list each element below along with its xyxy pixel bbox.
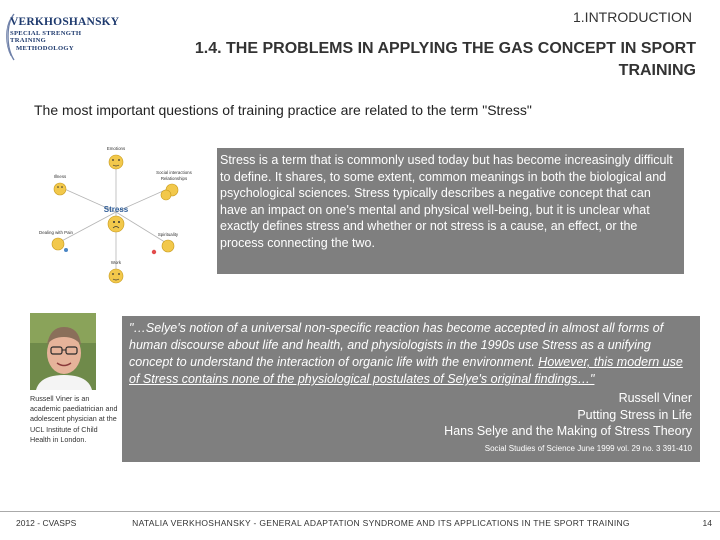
quote-author: Russell Viner — [618, 391, 692, 405]
photo-caption: Russell Viner is an academic paediatrician and adolescent physician at the UCL Institute of Child Health in London. — [30, 394, 118, 444]
footer-divider — [0, 511, 720, 512]
section-label: 1.INTRODUCTION — [573, 9, 692, 25]
logo — [2, 8, 120, 64]
intro-text: The most important questions of training practice are related to the term "Stress" — [34, 102, 532, 118]
diagram-node-5: Spirituality — [157, 232, 179, 237]
page-number: 14 — [702, 518, 712, 528]
page-title — [136, 38, 696, 82]
quote-book-subtitle: Hans Selye and the Making of Stress Theory — [444, 424, 692, 438]
logo-sub-1: SPECIAL STRENGTH TRAINING — [10, 30, 82, 44]
diagram-node-6: Work — [110, 260, 122, 265]
title-line-2: TRAINING — [618, 62, 696, 79]
quote-text-underlined: However, this modern use of Stress contains none of the physiological postulates of Selye's original findings…" — [129, 355, 683, 386]
title-line-1: 1.4. THE PROBLEMS IN APPLYING THE GAS CONCEPT IN SPORT — [194, 40, 696, 57]
logo-sub-2: METHODOLOGY — [16, 44, 74, 52]
footer-center: NATALIA VERKHOSHANSKY - GENERAL ADAPTATION SYNDROME AND ITS APPLICATIONS IN THE SPORT TRAINING — [132, 518, 630, 528]
quote-citation: Social Studies of Science June 1999 vol. 29 no. 3 391-410 — [484, 443, 692, 453]
diagram-node-4: Dealing with Pain — [39, 230, 73, 235]
quote-attribution — [129, 390, 692, 440]
footer-left: 2012 - CVASPS — [16, 518, 77, 528]
quote-text — [129, 320, 692, 388]
logo-text — [10, 16, 120, 53]
portrait-image — [30, 313, 96, 390]
stress-diagram-graphic — [34, 132, 204, 300]
quote-box — [122, 316, 700, 462]
quote-book-title: Putting Stress in Life — [577, 407, 692, 422]
stress-diagram — [34, 132, 204, 300]
russell-viner-photo — [30, 313, 96, 390]
diagram-node-1: Illness — [53, 174, 67, 179]
emotions-emoji — [109, 155, 123, 169]
diagram-node-3: Relationships — [160, 176, 188, 181]
diagram-node-2: Social interactions — [156, 170, 192, 175]
diagram-node-0: Emotions — [106, 146, 126, 151]
diagram-center: Stress — [103, 205, 129, 214]
logo-main: VERKHOSHANSKY — [10, 16, 120, 28]
stress-description: Stress is a term that is commonly used today but has become increasingly difficult to define. It shares, to some extent, common meanings in both the biological and psychological sciences. Stress typically describes a negative concept that can have an impact on one's mental and physical well-being, but it is unclear what exactly defines stress and whether or not stress is a cause, an effect, or the process connecting the two. — [217, 148, 684, 274]
quote-text-plain: "…Selye's notion of a universal non-specific reaction has become accepted in almost all forms of human discourse about life and health, and physiologists in the 1990s use Stress as a unifying concept to understand the interaction of organic life with the environment. — [129, 321, 664, 369]
